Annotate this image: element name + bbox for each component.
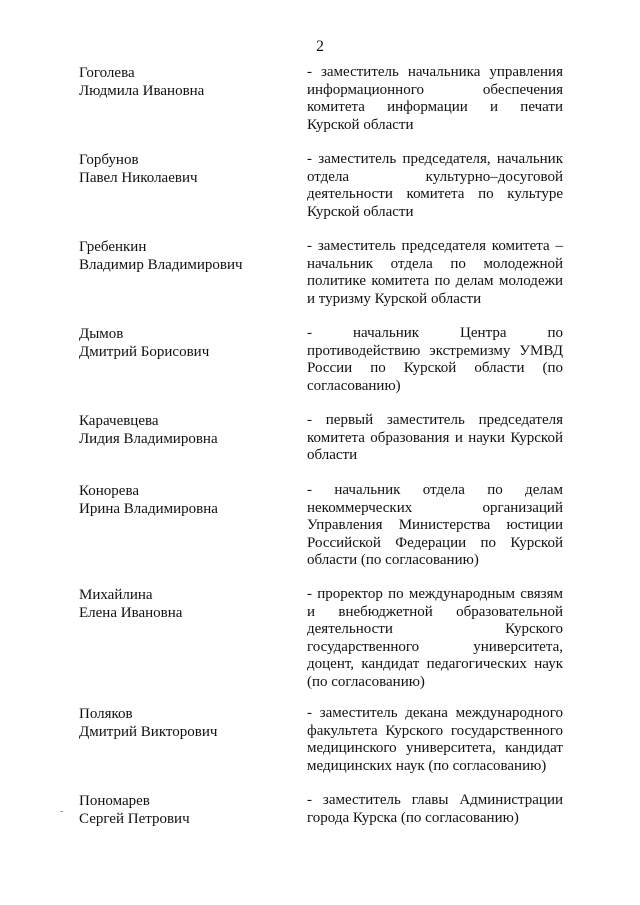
member-given-names: Павел Николаевич xyxy=(79,170,198,186)
member-name xyxy=(79,586,299,622)
member-surname: Дымов xyxy=(79,326,124,342)
member-given-names: Дмитрий Викторович xyxy=(79,724,218,740)
member-surname: Поляков xyxy=(79,706,133,722)
member-given-names: Лидия Владимировна xyxy=(79,431,218,447)
member-surname: Гоголева xyxy=(79,65,135,81)
member-position: - заместитель главы Администрации города Курска (по согласованию) xyxy=(307,792,563,826)
member-given-names: Сергей Петрович xyxy=(79,811,190,827)
member-name xyxy=(79,238,299,274)
member-surname: Пономарев xyxy=(79,793,150,809)
member-surname: Михайлина xyxy=(79,587,153,603)
member-surname: Гребенкин xyxy=(79,239,147,255)
page-number: 2 xyxy=(316,38,324,55)
member-given-names: Елена Ивановна xyxy=(79,605,183,621)
member-surname: Карачевцева xyxy=(79,413,159,429)
member-given-names: Людмила Ивановна xyxy=(79,83,205,99)
member-position: - проректор по международным связям и внебюджетной образовательной деятельности Курского государственного университета, доцент, кандидат педагогических наук (по согласованию) xyxy=(307,586,563,690)
member-surname: Конорева xyxy=(79,483,139,499)
member-position: - начальник Центра по противодействию экстремизму УМВД России по Курской области (по согласованию) xyxy=(307,325,563,394)
member-name xyxy=(79,151,299,187)
member-name xyxy=(79,64,299,100)
member-name xyxy=(79,325,299,361)
member-position: - заместитель начальника управления информационного обеспечения комитета информации и печати Курской области xyxy=(307,64,563,133)
member-name xyxy=(79,705,299,741)
member-position: - заместитель декана международного факультета Курского государственного медицинского университета, кандидат медицинских наук (по согласованию) xyxy=(307,705,563,774)
member-name xyxy=(79,412,299,448)
member-name xyxy=(79,482,299,518)
member-position: - заместитель председателя комитета – начальник отдела по молодежной политике комитета по делам молодежи и туризму Курской области xyxy=(307,238,563,307)
member-surname: Горбунов xyxy=(79,152,139,168)
scan-artifact: - xyxy=(60,806,64,817)
member-given-names: Дмитрий Борисович xyxy=(79,344,210,360)
member-position: - заместитель председателя, начальник отдела культурно–досуговой деятельности комитета по культуре Курской области xyxy=(307,151,563,220)
member-position: - начальник отдела по делам некоммерческих организаций Управления Министерства юстиции Российской Федерации по Курской области (по согласованию) xyxy=(307,482,563,569)
member-name xyxy=(79,792,299,828)
member-given-names: Владимир Владимирович xyxy=(79,257,243,273)
member-position: - первый заместитель председателя комитета образования и науки Курской области xyxy=(307,412,563,464)
member-given-names: Ирина Владимировна xyxy=(79,501,218,517)
